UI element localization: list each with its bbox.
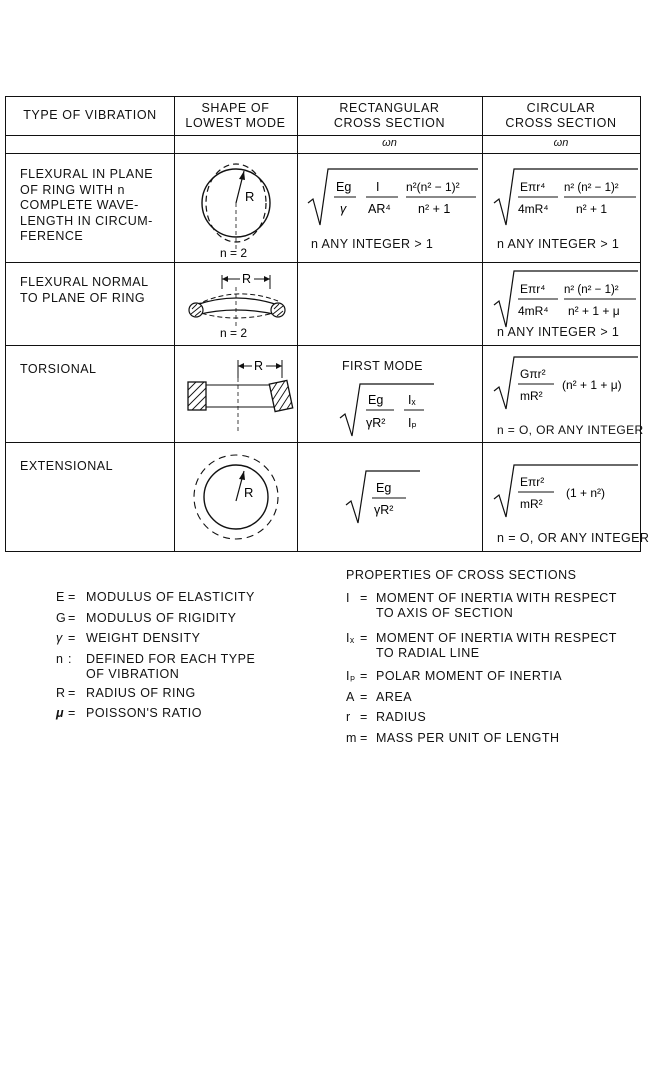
legend-item: R = RADIUS OF RING (56, 685, 196, 700)
svg-text:γ: γ (340, 202, 347, 216)
svg-text:Eg: Eg (336, 180, 352, 194)
legend-item: μ = POISSON'S RATIO (56, 706, 202, 721)
svg-text:γR²: γR² (374, 503, 394, 517)
omega-rect-label: ωn (382, 137, 397, 149)
svg-text:mR²: mR² (520, 389, 543, 403)
legend-item: G = MODULUS OF RIGIDITY (56, 610, 237, 625)
vibration-table (5, 96, 649, 552)
row-divider (6, 135, 640, 136)
svg-text:n² + 1: n² + 1 (576, 202, 608, 216)
svg-text:Eπr⁴: Eπr⁴ (520, 180, 546, 194)
row-flexural-normal-type: FLEXURAL NORMAL TO PLANE OF RING (20, 275, 149, 305)
svg-text:Gπr²: Gπr² (520, 367, 546, 381)
legend-item: E = MODULUS OF ELASTICITY (56, 590, 255, 604)
svg-text:n² + 1 + μ: n² + 1 + μ (568, 304, 620, 318)
row-extensional-type: EXTENSIONAL (20, 459, 114, 473)
header-type-of-vibration: TYPE OF VIBRATION (23, 108, 157, 122)
svg-text:γR²: γR² (366, 416, 386, 430)
ring-flexural-in-plane-figure (182, 159, 292, 259)
circ-formula-extensional (492, 459, 640, 521)
legend-item: r = RADIUS (346, 710, 427, 725)
ring-n-label: n = 2 (220, 246, 248, 259)
header-shape-of-lowest-mode: SHAPE OF LOWEST MODE (185, 101, 286, 130)
svg-text:AR⁴: AR⁴ (368, 202, 391, 216)
rect-formula-torsional (338, 380, 438, 440)
legend-item: n : DEFINED FOR EACH TYPE OF VIBRATION (56, 651, 256, 681)
col-divider (174, 97, 175, 551)
circ-note-flexural-in-plane: n ANY INTEGER > 1 (497, 237, 620, 251)
row-divider (6, 442, 640, 443)
legend-item: γ = WEIGHT DENSITY (56, 631, 201, 646)
ring-radius-label: R (244, 485, 254, 500)
legend-item: I = MOMENT OF INERTIA WITH RESPECT TO AXIS OF SECTION (346, 591, 617, 620)
row-divider (6, 345, 640, 346)
legend-item: Iₓ = MOMENT OF INERTIA WITH RESPECT TO RADIAL LINE (346, 631, 617, 660)
rect-title-torsional: FIRST MODE (342, 359, 423, 373)
svg-text:4mR⁴: 4mR⁴ (518, 304, 549, 318)
ring-radius-label: R (242, 272, 252, 286)
svg-text:Iₚ: Iₚ (408, 416, 417, 430)
circ-formula-flexural-normal (492, 265, 640, 333)
legend-item: m = MASS PER UNIT OF LENGTH (346, 730, 560, 745)
ring-radius-label: R (245, 189, 255, 204)
circ-formula-flexural-in-plane (492, 163, 640, 233)
ring-torsional-figure (182, 352, 297, 440)
legend-item: Iₚ = POLAR MOMENT OF INERTIA (346, 669, 563, 683)
circ-note-torsional: n = O, OR ANY INTEGER (497, 423, 644, 437)
properties-title: PROPERTIES OF CROSS SECTIONS (346, 568, 577, 582)
row-divider (6, 153, 640, 154)
svg-text:n² (n² − 1)²: n² (n² − 1)² (564, 284, 619, 296)
row-torsional-type: TORSIONAL (20, 362, 97, 376)
rect-note-flexural-in-plane: n ANY INTEGER > 1 (311, 237, 434, 251)
legend-properties (346, 588, 641, 748)
svg-text:mR²: mR² (520, 497, 543, 511)
ring-n-label: n = 2 (220, 326, 248, 340)
ring-flexural-normal-figure (182, 267, 292, 342)
svg-text:(1 + n²): (1 + n²) (566, 486, 606, 500)
col-divider (482, 97, 483, 551)
svg-text:Eπr²: Eπr² (520, 475, 545, 489)
omega-circ-label: ωn (553, 137, 569, 149)
svg-text:Eπr⁴: Eπr⁴ (520, 282, 546, 296)
svg-text:4mR⁴: 4mR⁴ (518, 202, 549, 216)
rect-formula-flexural-in-plane (306, 163, 481, 233)
legend-item: A = AREA (346, 689, 413, 704)
ring-extensional-figure (184, 447, 294, 547)
circ-note-flexural-normal: n ANY INTEGER > 1 (497, 325, 620, 339)
col-divider (297, 97, 298, 551)
circ-formula-torsional (492, 351, 640, 413)
svg-text:Eg: Eg (368, 393, 384, 407)
svg-text:I: I (376, 180, 380, 194)
ring-radius-label: R (254, 359, 264, 373)
row-flexural-in-plane-type: FLEXURAL IN PLANE OF RING WITH n COMPLETE WAVE- LENGTH IN CIRCUM- FERENCE (20, 167, 154, 243)
svg-text:n²(n² − 1)²: n²(n² − 1)² (406, 180, 460, 194)
header-circular-cross-section: CIRCULAR CROSS SECTION (505, 101, 617, 130)
svg-text:n² (n² − 1)²: n² (n² − 1)² (564, 182, 619, 194)
header-rectangular-cross-section: RECTANGULAR CROSS SECTION (333, 101, 446, 130)
row-divider (6, 262, 640, 263)
rect-formula-extensional (344, 465, 424, 527)
svg-text:n² + 1: n² + 1 (418, 202, 451, 216)
circ-note-extensional: n = O, OR ANY INTEGER (497, 531, 649, 545)
svg-text:(n² + 1 + μ): (n² + 1 + μ) (562, 378, 622, 392)
svg-text:Iₓ: Iₓ (408, 393, 416, 407)
legend-symbols (56, 587, 306, 724)
svg-text:Eg: Eg (376, 481, 392, 495)
